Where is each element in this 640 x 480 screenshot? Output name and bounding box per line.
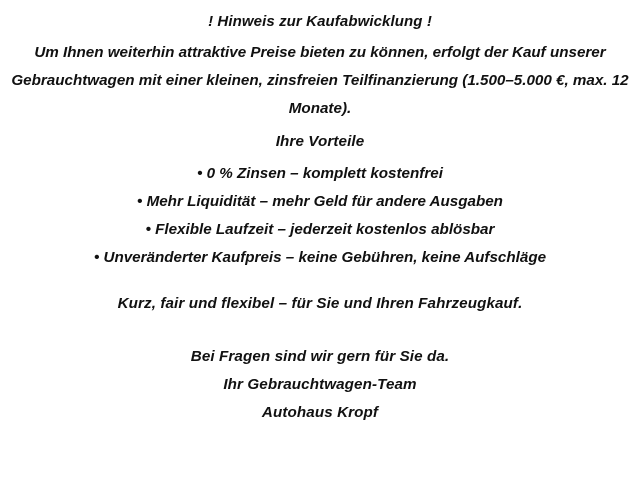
intro-line-3: Monate). [288, 100, 352, 118]
intro-line-2: Gebrauchtwagen mit einer kleinen, zinsfreien Teilfinanzierung (1.500–5.000 €, max. 12 [11, 72, 629, 90]
list-item: • Unveränderter Kaufpreis – keine Gebühren, keine Aufschläge [93, 249, 547, 267]
list-item: • Mehr Liquidität – mehr Geld für andere Ausgaben [137, 193, 503, 211]
summary-text: Kurz, fair und flexibel – für Sie und Ihren Fahrzeugkauf. [117, 294, 523, 312]
spacer [0, 311, 640, 349]
intro-line-1: Um Ihnen weiterhin attraktive Preise bieten zu können, erfolgt der Kauf unserer [34, 44, 606, 61]
closing-line-1: Bei Fragen sind wir gern für Sie da. [190, 347, 450, 365]
benefits-heading: Ihre Vorteile [275, 132, 365, 150]
list-item: • Flexible Laufzeit – jederzeit kostenlos ablösbar [145, 221, 495, 239]
intro-paragraph [0, 45, 640, 117]
benefits-list [0, 166, 640, 266]
spacer [0, 117, 640, 134]
closing-block [0, 349, 640, 421]
spacer [0, 149, 640, 166]
closing-line-2: Ihr Gebrauchtwagen-Team [223, 376, 417, 394]
page-title: ! Hinweis zur Kaufabwicklung ! [208, 13, 432, 30]
spacer [0, 266, 640, 296]
signature-company: Autohaus Kropf [261, 404, 379, 422]
list-item: • 0 % Zinsen – komplett kostenfrei [197, 164, 443, 182]
